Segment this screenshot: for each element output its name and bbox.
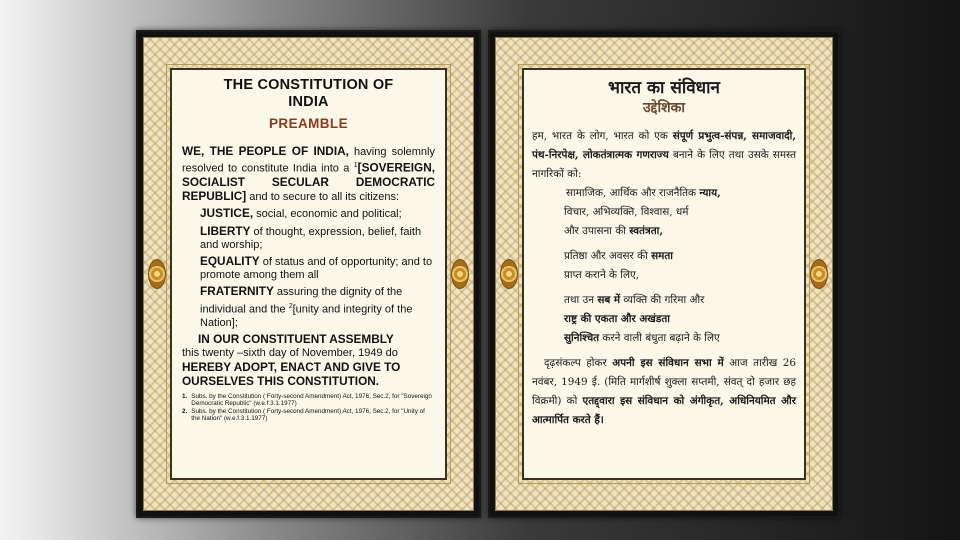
ashoka-medallion-icon [500,259,518,289]
footnote-2: 2. Subs. by the Constitution ( Forty-second Amendment) Act, 1976, Sec.2, for "Unity of the Nation" (w.e.f.3.1.1977) [182,407,425,422]
hindi-text-panel [522,68,806,480]
hindi-parchment [495,37,833,511]
assembly-clause: IN OUR CONSTITUENT ASSEMBLY [198,331,394,346]
english-parchment [143,37,474,511]
hindi-equality-line: प्रतिष्ठा और अवसर की समता [564,250,673,262]
hindi-subtitle: उद्देशिका [643,100,685,116]
ashoka-medallion-icon [148,259,166,289]
ashoka-medallion-icon [451,259,469,289]
hindi-liberty-line-2: और उपासना की स्वतंत्रता, [564,225,663,237]
intro-paragraph: WE, THE PEOPLE OF INDIA, having solemnly resolved to constitute India into a $^1$[SOVEREIGN, SOCIALIST SECULAR DEMOCRATIC REPUBLIC] and to secure to all its citizens: [182,144,435,204]
footnotes [182,393,435,422]
hindi-equality-line-2: प्राप्त कराने के लिए, [564,269,640,281]
ashoka-medallion-icon [810,259,828,289]
liberty-clause: LIBERTY of thought, expression, belief, faith and worship; [200,223,422,251]
hindi-title: भारत का संविधान [608,78,720,98]
adoption-clause: HEREBY ADOPT, ENACT AND GIVE TO OURSELVES THIS CONSTITUTION. [182,360,401,389]
english-title: THE CONSTITUTION OF INDIA [223,77,394,110]
hindi-fraternity-line: तथा उन सब में व्यक्ति की गरिमा और [564,294,705,306]
hindi-liberty-line: विचार, अभिव्यक्ति, विश्वास, धर्म [564,206,689,218]
fraternity-clause: FRATERNITY assuring the dignity of the individual and the $^2$[unity and integrity of the Nation]; [200,284,413,329]
equality-clause: EQUALITY of status and of opportunity; and to promote among them all [200,254,433,282]
hindi-justice-line: सामाजिक, आर्थिक और राजनैतिक न्याय, [566,187,721,199]
hindi-closing-paragraph: दृढ़संकल्प होकर अपनी इस संविधान सभा में आज तारीख 26 नवंबर, 1949 ई. (मिति मार्गशीर्ष शुक्ला सप्तमी, संवत् दो हजार छह विक्रमी) को एतद्द्वारा इस संविधान को अंगीकृत, अधिनियमित और आत्मार्पित करते हैं। [532,357,797,426]
hindi-preamble-frame [488,30,840,518]
english-subtitle: PREAMBLE [269,116,348,131]
english-preamble-frame [136,30,481,518]
hindi-intro-paragraph: हम, भारत के लोग, भारत को एक संपूर्ण प्रभुत्व-संपन्न, समाजवादी, पंथ-निरपेक्ष, लोकतंत्रात्मक गणराज्य बनाने के लिए तथा उसके समस्त नागरिकों को: [532,130,796,180]
footnote-1: 1. Subs. by the Constitution ( Forty-second Amendment) Act, 1976, Sec.2, for "Sovereign Democratic Republic" (w.e.f.3.1.1977) [182,393,432,408]
assembly-date-line: this twenty –sixth day of November, 1949 do [182,346,398,359]
hindi-fraternity-line-2: राष्ट्र की एकता और अखंडता [564,313,670,325]
english-text-panel [170,68,447,480]
hindi-fraternity-line-3: सुनिश्चित करने वाली बंधुता बढ़ाने के लिए [564,332,720,344]
justice-clause: JUSTICE, social, economic and political; [200,206,402,221]
